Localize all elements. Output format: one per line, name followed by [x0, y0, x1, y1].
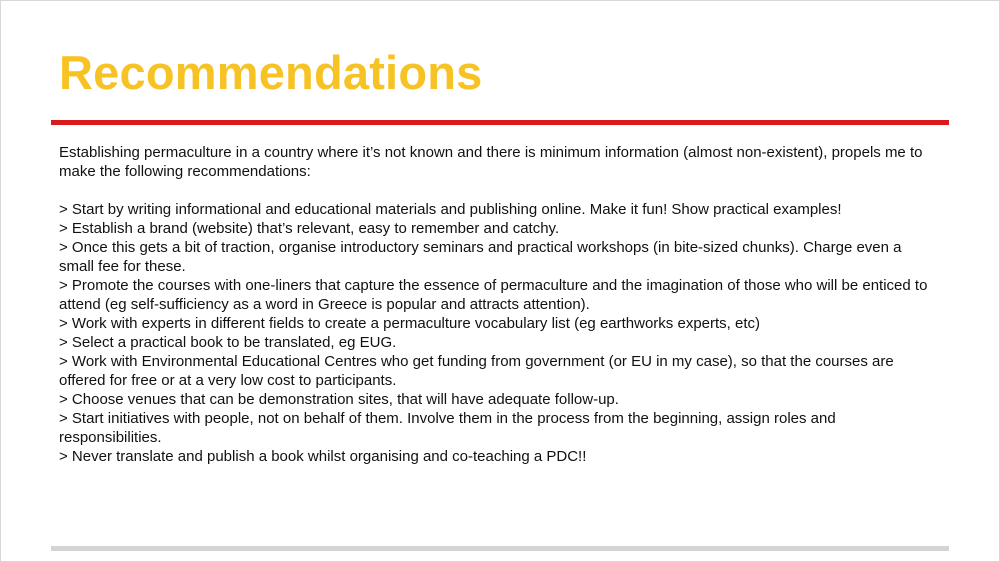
recommendation-item: > Never translate and publish a book whilst organising and co-teaching a PDC!!: [59, 448, 587, 465]
recommendation-item: > Work with Environmental Educational Centres who get funding from government (or EU in my case), so that the courses are offered for free or at a very low cost to participants.: [59, 353, 894, 389]
recommendation-item: > Start initiatives with people, not on behalf of them. Involve them in the process from the beginning, assign roles and responsibilities.: [59, 410, 836, 446]
slide-body: [59, 143, 939, 466]
recommendation-item: > Start by writing informational and educational materials and publishing online. Make it fun! Show practical examples!: [59, 201, 842, 218]
title-divider: [51, 120, 949, 125]
recommendation-item: > Select a practical book to be translated, eg EUG.: [59, 334, 397, 351]
recommendation-list: [59, 200, 939, 466]
footer-divider: [51, 546, 949, 551]
recommendation-item: > Work with experts in different fields to create a permaculture vocabulary list (eg earthworks experts, etc): [59, 315, 761, 332]
recommendation-item: > Establish a brand (website) that’s relevant, easy to remember and catchy.: [59, 220, 560, 237]
intro-paragraph: Establishing permaculture in a country where it’s not known and there is minimum information (almost non-existent), propels me to make the following recommendations:: [59, 144, 923, 180]
slide-title: Recommendations: [59, 46, 483, 99]
recommendation-item: > Choose venues that can be demonstration sites, that will have adequate follow-up.: [59, 391, 619, 408]
recommendation-item: > Promote the courses with one-liners that capture the essence of permaculture and the imagination of those who will be enticed to attend (eg self-sufficiency as a word in Greece is popular and attracts attention).: [59, 277, 928, 313]
recommendation-item: > Once this gets a bit of traction, organise introductory seminars and practical workshops (in bite-sized chunks). Charge even a small fee for these.: [59, 239, 902, 275]
